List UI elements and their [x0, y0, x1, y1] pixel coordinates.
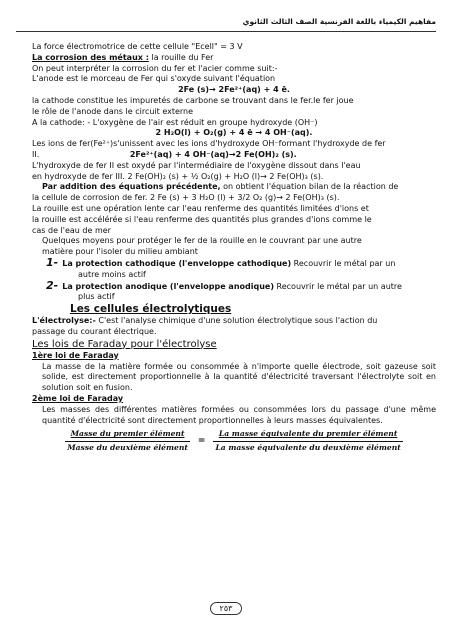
corrosion-subtitle: la rouille du Fer: [148, 52, 214, 62]
text-line: A la cathode: - L'oxygène de l'air est réduit en groupe hydroxyde (OH⁻): [32, 117, 318, 127]
section-title: Les cellules électrolytiques: [70, 303, 232, 316]
page-number: ٢٥٣: [210, 602, 243, 615]
law2-text: Les masses des différentes matières formées ou consommées lors du passage d'une même quantité d'électricité sont directement proportionnelles à leurs masses équivalentes.: [42, 404, 436, 425]
text-fragment: II.: [32, 149, 40, 159]
numerator-right: La masse équivalente du premier élément: [218, 429, 398, 439]
text-line: la rouille est accélérée si l'eau renferme des quantités plus grandes d'ions comme le: [32, 214, 372, 224]
definition-line: [32, 316, 436, 327]
text-line: La rouille est une opération lente car l'eau renferme des quantités limitées d'ions et: [32, 203, 369, 213]
list-item-text: Recouvrir le métal par un: [291, 258, 396, 268]
text-line: Les ions de fer(Fe²⁺)s'unissent avec les ions d'hydroxyde OH⁻formant l'hydroxyde de fer: [32, 139, 386, 149]
definition-text: C'est l'analyse chimique d'une solution électrolytique sous l'action du: [95, 316, 378, 326]
text-line: passage du courant électrique.: [32, 326, 157, 336]
text-line: le rôle de l'anode dans le circuit externe: [32, 106, 194, 116]
list-item-continuation: plus actif: [78, 292, 115, 302]
fraction-left: [65, 429, 190, 454]
page-number-container: [0, 596, 452, 615]
equals-sign: =: [197, 436, 206, 447]
text-line: la cathode constitue les impuretés de carbone se trouvant dans le fer.le fer joue: [32, 95, 354, 105]
list-item-title: La protection anodique (l'enveloppe anodique): [62, 281, 274, 291]
text-line: Quelques moyens pour protéger le fer de la rouille en le couvrant par une autre: [42, 236, 362, 246]
text-line: L'hydroxyde de fer II est oxydé par l'intermédiaire de l'oxygène dissout dans l'eau: [32, 160, 361, 170]
list-item-continuation: autre moins actif: [78, 269, 146, 279]
emf-line: La force électromotrice de cette cellule "Ecell" = 3 V: [32, 42, 243, 51]
list-number: 1-: [46, 257, 59, 269]
equation-line: 2 H₂O(l) + O₂(g) + 4 ē → 4 OH⁻(aq).: [155, 128, 313, 138]
numerator-left: Masse du premier élément: [70, 429, 185, 439]
fraction-right: [213, 429, 402, 454]
list-number: 2-: [46, 280, 59, 292]
faraday-title: Les lois de Faraday pour l'électrolyse: [32, 338, 217, 350]
text-line: cas de l'eau de mer: [32, 225, 111, 235]
text-line: en hydroxyde de fer III. 2 Fe(OH)₂ (s) + ½ O₂(g) + H₂O (l)→ 2 Fe(OH)₃ (s).: [32, 171, 324, 181]
definition-term: L'électrolyse:-: [32, 316, 96, 326]
text-line: L'anode est le morceau de Fer qui s'oxyde suivant l'équation: [32, 74, 276, 84]
law1-title: 1ère loi de Faraday: [32, 350, 119, 360]
header-divider: [16, 31, 436, 32]
list-item-title: La protection cathodique (l'enveloppe cathodique): [62, 258, 292, 268]
equation-fragment: 2Fe²⁺(aq) + 4 OH⁻(aq)→2 Fe(OH)₂ (s).: [129, 149, 297, 159]
list-item-text: Recouvrir le métal par un autre: [273, 281, 402, 291]
summary-rest: on obtient l'équation bilan de la réaction de: [220, 182, 399, 192]
law2-title: 2ème loi de Faraday: [32, 393, 124, 403]
equation-line: 2Fe (s)→ 2Fe²⁺(aq) + 4 ē.: [178, 85, 290, 95]
page-header: مفاهيم الكيمياء باللغة الفرنسية الصف الثالث الثانوي: [242, 17, 436, 26]
equation-line: [32, 150, 436, 161]
list-item: [32, 258, 436, 270]
summary-lead: Par addition des équations précédente,: [42, 182, 221, 192]
text-line: On peut interpréter la corrosion du fer et l'acier comme suit:-: [32, 63, 278, 73]
faraday-formula: [32, 429, 436, 454]
law1-text: La masse de la matière formée ou consommée à n'importe quelle électrode, soit gazeuse soit solide, est directement proportionnelle à la quantité d'électricité traversant l'électrolyte soit en solution soit en fusion.: [42, 361, 436, 393]
denominator-right: La masse équivalente du deuxième élément: [215, 443, 401, 453]
text-line: matière pour l'isoler du milieu ambiant: [42, 247, 198, 257]
text-line: la cellule de corrosion de fer. 2 Fe (s) + 3 H₂O (l) + 3/2 O₂ (g)→ 2 Fe(OH)₃ (s).: [32, 193, 340, 203]
corrosion-heading: La corrosion des métaux :: [32, 52, 149, 62]
denominator-left: Masse du deuxième élément: [67, 443, 188, 453]
summary-line: [32, 182, 436, 193]
list-item: [32, 281, 436, 293]
corrosion-heading-line: [32, 53, 436, 64]
document-body: [32, 42, 436, 454]
